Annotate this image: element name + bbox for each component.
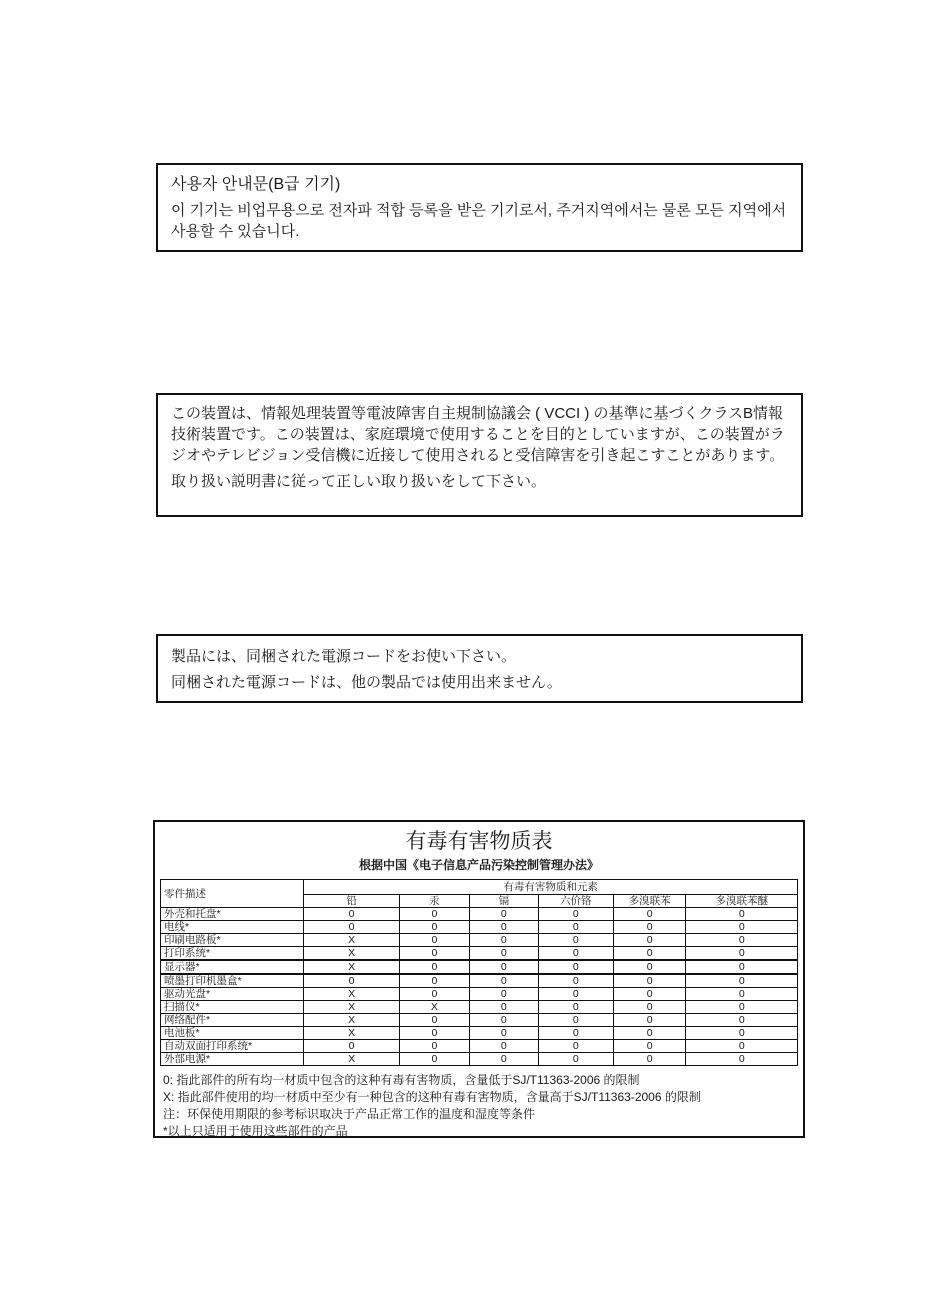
part-description-cell: 网络配件* xyxy=(161,1014,304,1027)
substance-value-cell: 0 xyxy=(399,1027,469,1040)
substance-value-cell: 0 xyxy=(469,1001,538,1014)
substance-value-cell: 0 xyxy=(538,1027,613,1040)
substance-value-cell: 0 xyxy=(686,921,798,934)
column-group-header-substances: 有毒有害物质和元素 xyxy=(304,880,798,895)
hazardous-substances-box xyxy=(153,820,805,1138)
substance-value-cell: X xyxy=(304,960,400,974)
table-row xyxy=(161,988,798,1001)
substance-value-cell: 0 xyxy=(399,974,469,988)
part-description-cell: 打印系统* xyxy=(161,947,304,961)
substance-value-cell: 0 xyxy=(469,974,538,988)
substance-value-cell: 0 xyxy=(538,974,613,988)
table-row xyxy=(161,921,798,934)
substance-value-cell: X xyxy=(304,934,400,947)
column-header-pbde: 多溴联苯醚 xyxy=(686,895,798,908)
substance-value-cell: X xyxy=(304,1014,400,1027)
substance-value-cell: 0 xyxy=(304,1040,400,1053)
substance-value-cell: 0 xyxy=(613,1001,686,1014)
part-description-cell: 自动双面打印系统* xyxy=(161,1040,304,1053)
substance-value-cell: 0 xyxy=(469,934,538,947)
substances-table-body xyxy=(161,908,798,1066)
substance-value-cell: 0 xyxy=(469,1027,538,1040)
substance-value-cell: 0 xyxy=(399,988,469,1001)
korean-notice-body: 이 기기는 비업무용으로 전자파 적합 등록을 받은 기기로서, 주거지역에서는 물론 모든 지역에서 사용할 수 있습니다. xyxy=(171,202,787,240)
substance-value-cell: 0 xyxy=(538,1053,613,1066)
column-header-cadmium: 镉 xyxy=(469,895,538,908)
substance-value-cell: X xyxy=(304,947,400,961)
hazard-table-title: 有毒有害物质表 xyxy=(405,830,553,853)
substance-value-cell: 0 xyxy=(538,988,613,1001)
substance-value-cell: 0 xyxy=(538,908,613,921)
substance-value-cell: 0 xyxy=(686,1001,798,1014)
substance-value-cell: 0 xyxy=(469,988,538,1001)
power-cord-notice-box xyxy=(156,634,803,703)
korean-notice-title: 사용자 안내문(B급 기기) xyxy=(171,176,341,193)
substance-value-cell: 0 xyxy=(686,988,798,1001)
substance-value-cell: X xyxy=(304,988,400,1001)
substance-value-cell: 0 xyxy=(613,947,686,961)
table-row xyxy=(161,974,798,988)
substance-value-cell: 0 xyxy=(538,1040,613,1053)
substance-value-cell: 0 xyxy=(538,960,613,974)
table-row xyxy=(161,908,798,921)
substance-value-cell: 0 xyxy=(686,1027,798,1040)
table-header-row-group xyxy=(161,880,798,895)
substance-value-cell: 0 xyxy=(399,921,469,934)
hazard-table-footnotes xyxy=(163,1072,795,1140)
substance-value-cell: 0 xyxy=(304,921,400,934)
substance-value-cell: 0 xyxy=(469,908,538,921)
substance-value-cell: X xyxy=(304,1027,400,1040)
substance-value-cell: 0 xyxy=(469,1014,538,1027)
substance-value-cell: 0 xyxy=(613,934,686,947)
power-cord-notice-line-2: 同梱された電源コードは、他の製品では使用出来ません。 xyxy=(171,674,562,691)
substance-value-cell: X xyxy=(304,1001,400,1014)
table-row xyxy=(161,1001,798,1014)
substance-value-cell: 0 xyxy=(613,988,686,1001)
table-row xyxy=(161,947,798,961)
substance-value-cell: X xyxy=(399,1001,469,1014)
substance-value-cell: 0 xyxy=(399,908,469,921)
substance-value-cell: 0 xyxy=(399,960,469,974)
korean-class-b-notice-box xyxy=(156,163,803,252)
substance-value-cell: 0 xyxy=(538,1001,613,1014)
part-description-cell: 扫描仪* xyxy=(161,1001,304,1014)
substance-value-cell: 0 xyxy=(686,1014,798,1027)
substance-value-cell: X xyxy=(304,1053,400,1066)
substance-value-cell: 0 xyxy=(613,960,686,974)
substance-value-cell: 0 xyxy=(399,1053,469,1066)
substance-value-cell: 0 xyxy=(613,1053,686,1066)
substance-value-cell: 0 xyxy=(469,921,538,934)
part-description-cell: 外壳和托盘* xyxy=(161,908,304,921)
column-header-lead: 铅 xyxy=(304,895,400,908)
substance-value-cell: 0 xyxy=(613,974,686,988)
hazardous-substances-table xyxy=(160,879,798,1066)
table-row xyxy=(161,960,798,974)
substance-value-cell: 0 xyxy=(469,1040,538,1053)
table-row xyxy=(161,1014,798,1027)
substance-value-cell: 0 xyxy=(538,934,613,947)
substance-value-cell: 0 xyxy=(304,974,400,988)
column-header-pbb: 多溴联苯 xyxy=(613,895,686,908)
substance-value-cell: 0 xyxy=(399,947,469,961)
substance-value-cell: 0 xyxy=(686,960,798,974)
substance-value-cell: 0 xyxy=(304,908,400,921)
part-description-cell: 显示器* xyxy=(161,960,304,974)
part-description-cell: 电线* xyxy=(161,921,304,934)
part-description-cell: 外部电源* xyxy=(161,1053,304,1066)
substance-value-cell: 0 xyxy=(613,1040,686,1053)
substance-value-cell: 0 xyxy=(469,1053,538,1066)
substance-value-cell: 0 xyxy=(686,934,798,947)
substance-value-cell: 0 xyxy=(538,921,613,934)
substance-value-cell: 0 xyxy=(538,1014,613,1027)
substance-value-cell: 0 xyxy=(469,960,538,974)
substance-value-cell: 0 xyxy=(613,921,686,934)
substance-value-cell: 0 xyxy=(469,947,538,961)
substance-value-cell: 0 xyxy=(399,934,469,947)
part-description-cell: 喷墨打印机墨盒* xyxy=(161,974,304,988)
footnote-epup-note: 注：环保使用期限的参考标识取决于产品正常工作的温度和湿度等条件 xyxy=(163,1107,536,1121)
table-row xyxy=(161,1027,798,1040)
power-cord-notice-line-1: 製品には、同梱された電源コードをお使い下さい。 xyxy=(171,648,517,665)
substance-value-cell: 0 xyxy=(538,947,613,961)
table-row xyxy=(161,1040,798,1053)
hazard-table-subtitle: 根据中国《电子信息产品污染控制管理办法》 xyxy=(358,858,599,872)
footnote-zero-definition: 0: 指此部件的所有均一材质中包含的这种有毒有害物质，含量低于SJ/T11363-2006 的限制 xyxy=(163,1073,640,1087)
substance-value-cell: 0 xyxy=(686,974,798,988)
substance-value-cell: 0 xyxy=(686,1053,798,1066)
table-row xyxy=(161,1053,798,1066)
substance-value-cell: 0 xyxy=(613,908,686,921)
substance-value-cell: 0 xyxy=(686,947,798,961)
table-row xyxy=(161,934,798,947)
vcci-notice-paragraph-1: この装置は、情報処理装置等電波障害自主規制協議会 ( VCCI ) の基準に基づくクラスB情報技術装置です。この装置は、家庭環境で使用することを目的としていますが、この装置がラジオやテレビジョン受信機に近接して使用されると受信障害を引き起こすことがあります。 xyxy=(171,405,785,464)
part-description-cell: 驱动光盘* xyxy=(161,988,304,1001)
vcci-notice-paragraph-2: 取り扱い説明書に従って正しい取り扱いをして下さい。 xyxy=(171,473,547,490)
footnote-asterisk-note: *以上只适用于使用这些部件的产品 xyxy=(163,1124,348,1138)
vcci-notice-box xyxy=(156,393,803,517)
substance-value-cell: 0 xyxy=(686,1040,798,1053)
substance-value-cell: 0 xyxy=(613,1027,686,1040)
footnote-x-definition: X: 指此部件使用的均一材质中至少有一种包含的这种有毒有害物质，含量高于SJ/T11363-2006 的限制 xyxy=(163,1090,701,1104)
part-description-cell: 印刷电路板* xyxy=(161,934,304,947)
substance-value-cell: 0 xyxy=(613,1014,686,1027)
column-header-mercury: 汞 xyxy=(399,895,469,908)
column-header-part-description: 零件描述 xyxy=(161,880,304,908)
substance-value-cell: 0 xyxy=(399,1040,469,1053)
column-header-hexavalent-chromium: 六价铬 xyxy=(538,895,613,908)
substance-value-cell: 0 xyxy=(399,1014,469,1027)
part-description-cell: 电池板* xyxy=(161,1027,304,1040)
substance-value-cell: 0 xyxy=(686,908,798,921)
